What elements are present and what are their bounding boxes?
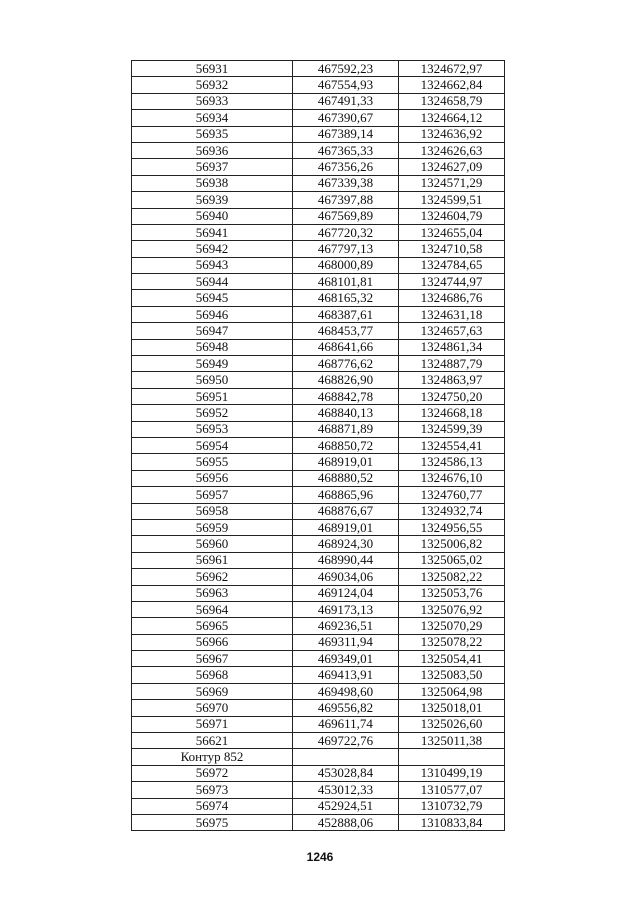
x-coordinate-cell: 452888,06 — [293, 814, 399, 830]
point-id-cell: 56959 — [132, 519, 293, 535]
table-row — [132, 339, 505, 355]
table-body — [132, 61, 505, 831]
point-id-cell: 56934 — [132, 110, 293, 126]
x-coordinate-cell: 467356,26 — [293, 159, 399, 175]
y-coordinate-cell: 1325053,76 — [399, 585, 505, 601]
x-coordinate-cell: 469556,82 — [293, 700, 399, 716]
table-row — [132, 290, 505, 306]
y-coordinate-cell: 1324672,97 — [399, 61, 505, 77]
table-row — [132, 241, 505, 257]
y-coordinate-cell: 1310833,84 — [399, 814, 505, 830]
x-coordinate-cell: 468101,81 — [293, 274, 399, 290]
y-coordinate-cell: 1310732,79 — [399, 798, 505, 814]
y-coordinate-cell: 1324626,63 — [399, 142, 505, 158]
point-id-cell: 56968 — [132, 667, 293, 683]
table-row — [132, 470, 505, 486]
y-coordinate-cell: 1324668,18 — [399, 405, 505, 421]
x-coordinate-cell: 469311,94 — [293, 634, 399, 650]
x-coordinate-cell: 467491,33 — [293, 93, 399, 109]
x-coordinate-cell: 467592,23 — [293, 61, 399, 77]
y-coordinate-cell: 1325054,41 — [399, 651, 505, 667]
y-coordinate-cell: 1325078,22 — [399, 634, 505, 650]
point-id-cell: Контур 852 — [132, 749, 293, 765]
table-row — [132, 700, 505, 716]
y-coordinate-cell: 1310577,07 — [399, 782, 505, 798]
table-row — [132, 683, 505, 699]
x-coordinate-cell: 467365,33 — [293, 142, 399, 158]
y-coordinate-cell: 1324631,18 — [399, 306, 505, 322]
point-id-cell: 56952 — [132, 405, 293, 421]
table-row — [132, 159, 505, 175]
point-id-cell: 56621 — [132, 733, 293, 749]
x-coordinate-cell: 467797,13 — [293, 241, 399, 257]
table-row — [132, 77, 505, 93]
x-coordinate-cell: 467569,89 — [293, 208, 399, 224]
y-coordinate-cell: 1310499,19 — [399, 765, 505, 781]
y-coordinate-cell: 1324744,97 — [399, 274, 505, 290]
x-coordinate-cell: 468842,78 — [293, 388, 399, 404]
x-coordinate-cell: 468776,62 — [293, 356, 399, 372]
x-coordinate-cell: 468840,13 — [293, 405, 399, 421]
point-id-cell: 56954 — [132, 437, 293, 453]
table-row — [132, 536, 505, 552]
point-id-cell: 56950 — [132, 372, 293, 388]
y-coordinate-cell: 1325065,02 — [399, 552, 505, 568]
table-row — [132, 192, 505, 208]
point-id-cell: 56944 — [132, 274, 293, 290]
point-id-cell: 56949 — [132, 356, 293, 372]
y-coordinate-cell: 1324658,79 — [399, 93, 505, 109]
table-row — [132, 274, 505, 290]
point-id-cell: 56945 — [132, 290, 293, 306]
point-id-cell: 56962 — [132, 569, 293, 585]
point-id-cell: 56947 — [132, 323, 293, 339]
point-id-cell: 56955 — [132, 454, 293, 470]
x-coordinate-cell: 467339,38 — [293, 175, 399, 191]
y-coordinate-cell: 1325076,92 — [399, 601, 505, 617]
x-coordinate-cell: 468990,44 — [293, 552, 399, 568]
page-number: 1246 — [306, 850, 334, 864]
table-row — [132, 405, 505, 421]
x-coordinate-cell: 468876,67 — [293, 503, 399, 519]
x-coordinate-cell: 468641,66 — [293, 339, 399, 355]
y-coordinate-cell: 1324887,79 — [399, 356, 505, 372]
y-coordinate-cell: 1324571,29 — [399, 175, 505, 191]
y-coordinate-cell: 1324861,34 — [399, 339, 505, 355]
x-coordinate-cell: 468387,61 — [293, 306, 399, 322]
table-row — [132, 749, 505, 765]
y-coordinate-cell: 1324710,58 — [399, 241, 505, 257]
table-row — [132, 356, 505, 372]
table-row — [132, 175, 505, 191]
x-coordinate-cell: 469034,06 — [293, 569, 399, 585]
table-row — [132, 782, 505, 798]
y-coordinate-cell: 1324932,74 — [399, 503, 505, 519]
x-coordinate-cell: 468880,52 — [293, 470, 399, 486]
table-row — [132, 519, 505, 535]
point-id-cell: 56931 — [132, 61, 293, 77]
point-id-cell: 56941 — [132, 224, 293, 240]
point-id-cell: 56964 — [132, 601, 293, 617]
table-row — [132, 634, 505, 650]
x-coordinate-cell: 468919,01 — [293, 519, 399, 535]
point-id-cell: 56973 — [132, 782, 293, 798]
x-coordinate-cell: 468850,72 — [293, 437, 399, 453]
y-coordinate-cell: 1324784,65 — [399, 257, 505, 273]
x-coordinate-cell: 468871,89 — [293, 421, 399, 437]
x-coordinate-cell: 468165,32 — [293, 290, 399, 306]
table-row — [132, 765, 505, 781]
y-coordinate-cell: 1324554,41 — [399, 437, 505, 453]
point-id-cell: 56951 — [132, 388, 293, 404]
point-id-cell: 56960 — [132, 536, 293, 552]
table-row — [132, 585, 505, 601]
table-row — [132, 208, 505, 224]
x-coordinate-cell: 467397,88 — [293, 192, 399, 208]
table-row — [132, 487, 505, 503]
point-id-cell: 56965 — [132, 618, 293, 634]
point-id-cell: 56943 — [132, 257, 293, 273]
y-coordinate-cell: 1325083,50 — [399, 667, 505, 683]
table-row — [132, 110, 505, 126]
table-row — [132, 618, 505, 634]
y-coordinate-cell: 1324956,55 — [399, 519, 505, 535]
y-coordinate-cell: 1324686,76 — [399, 290, 505, 306]
table-row — [132, 437, 505, 453]
x-coordinate-cell: 468865,96 — [293, 487, 399, 503]
x-coordinate-cell: 452924,51 — [293, 798, 399, 814]
y-coordinate-cell: 1325026,60 — [399, 716, 505, 732]
y-coordinate-cell: 1324599,39 — [399, 421, 505, 437]
point-id-cell: 56946 — [132, 306, 293, 322]
x-coordinate-cell: 467390,67 — [293, 110, 399, 126]
table-row — [132, 142, 505, 158]
point-id-cell: 56953 — [132, 421, 293, 437]
x-coordinate-cell: 467720,32 — [293, 224, 399, 240]
point-id-cell: 56939 — [132, 192, 293, 208]
y-coordinate-cell: 1325006,82 — [399, 536, 505, 552]
y-coordinate-cell: 1324662,84 — [399, 77, 505, 93]
point-id-cell: 56972 — [132, 765, 293, 781]
y-coordinate-cell — [399, 749, 505, 765]
point-id-cell: 56970 — [132, 700, 293, 716]
point-id-cell: 56967 — [132, 651, 293, 667]
x-coordinate-cell: 468453,77 — [293, 323, 399, 339]
x-coordinate-cell: 469124,04 — [293, 585, 399, 601]
table-row — [132, 421, 505, 437]
point-id-cell: 56974 — [132, 798, 293, 814]
y-coordinate-cell: 1324863,97 — [399, 372, 505, 388]
x-coordinate-cell: 453028,84 — [293, 765, 399, 781]
point-id-cell: 56932 — [132, 77, 293, 93]
y-coordinate-cell: 1325018,01 — [399, 700, 505, 716]
x-coordinate-cell: 467389,14 — [293, 126, 399, 142]
point-id-cell: 56936 — [132, 142, 293, 158]
x-coordinate-cell: 467554,93 — [293, 77, 399, 93]
y-coordinate-cell: 1324664,12 — [399, 110, 505, 126]
y-coordinate-cell: 1324657,63 — [399, 323, 505, 339]
y-coordinate-cell: 1324750,20 — [399, 388, 505, 404]
point-id-cell: 56937 — [132, 159, 293, 175]
x-coordinate-cell — [293, 749, 399, 765]
y-coordinate-cell: 1324604,79 — [399, 208, 505, 224]
point-id-cell: 56966 — [132, 634, 293, 650]
point-id-cell: 56975 — [132, 814, 293, 830]
x-coordinate-cell: 469349,01 — [293, 651, 399, 667]
table-row — [132, 733, 505, 749]
point-id-cell: 56969 — [132, 683, 293, 699]
point-id-cell: 56963 — [132, 585, 293, 601]
y-coordinate-cell: 1324636,92 — [399, 126, 505, 142]
table-row — [132, 388, 505, 404]
y-coordinate-cell: 1325064,98 — [399, 683, 505, 699]
table-row — [132, 651, 505, 667]
table-row — [132, 503, 505, 519]
point-id-cell: 56971 — [132, 716, 293, 732]
table-row — [132, 224, 505, 240]
table-row — [132, 716, 505, 732]
point-id-cell: 56961 — [132, 552, 293, 568]
x-coordinate-cell: 468000,89 — [293, 257, 399, 273]
x-coordinate-cell: 469413,91 — [293, 667, 399, 683]
table-row — [132, 667, 505, 683]
x-coordinate-cell: 469236,51 — [293, 618, 399, 634]
table-row — [132, 61, 505, 77]
x-coordinate-cell: 468924,30 — [293, 536, 399, 552]
point-id-cell: 56933 — [132, 93, 293, 109]
y-coordinate-cell: 1325082,22 — [399, 569, 505, 585]
x-coordinate-cell: 469173,13 — [293, 601, 399, 617]
x-coordinate-cell: 468919,01 — [293, 454, 399, 470]
x-coordinate-cell: 469722,76 — [293, 733, 399, 749]
point-id-cell: 56942 — [132, 241, 293, 257]
table-row — [132, 814, 505, 830]
x-coordinate-cell: 469498,60 — [293, 683, 399, 699]
table-row — [132, 323, 505, 339]
x-coordinate-cell: 468826,90 — [293, 372, 399, 388]
table-row — [132, 93, 505, 109]
point-id-cell: 56957 — [132, 487, 293, 503]
table-row — [132, 372, 505, 388]
y-coordinate-cell: 1325070,29 — [399, 618, 505, 634]
table-row — [132, 306, 505, 322]
point-id-cell: 56935 — [132, 126, 293, 142]
table-row — [132, 798, 505, 814]
point-id-cell: 56938 — [132, 175, 293, 191]
table-row — [132, 257, 505, 273]
y-coordinate-cell: 1324627,09 — [399, 159, 505, 175]
table-row — [132, 601, 505, 617]
point-id-cell: 56940 — [132, 208, 293, 224]
y-coordinate-cell: 1324676,10 — [399, 470, 505, 486]
x-coordinate-cell: 469611,74 — [293, 716, 399, 732]
point-id-cell: 56958 — [132, 503, 293, 519]
table-row — [132, 454, 505, 470]
y-coordinate-cell: 1324586,13 — [399, 454, 505, 470]
point-id-cell: 56948 — [132, 339, 293, 355]
y-coordinate-cell: 1325011,38 — [399, 733, 505, 749]
y-coordinate-cell: 1324599,51 — [399, 192, 505, 208]
point-id-cell: 56956 — [132, 470, 293, 486]
y-coordinate-cell: 1324760,77 — [399, 487, 505, 503]
table-row — [132, 552, 505, 568]
table-row — [132, 126, 505, 142]
table-row — [132, 569, 505, 585]
x-coordinate-cell: 453012,33 — [293, 782, 399, 798]
y-coordinate-cell: 1324655,04 — [399, 224, 505, 240]
coordinates-table — [131, 60, 505, 831]
